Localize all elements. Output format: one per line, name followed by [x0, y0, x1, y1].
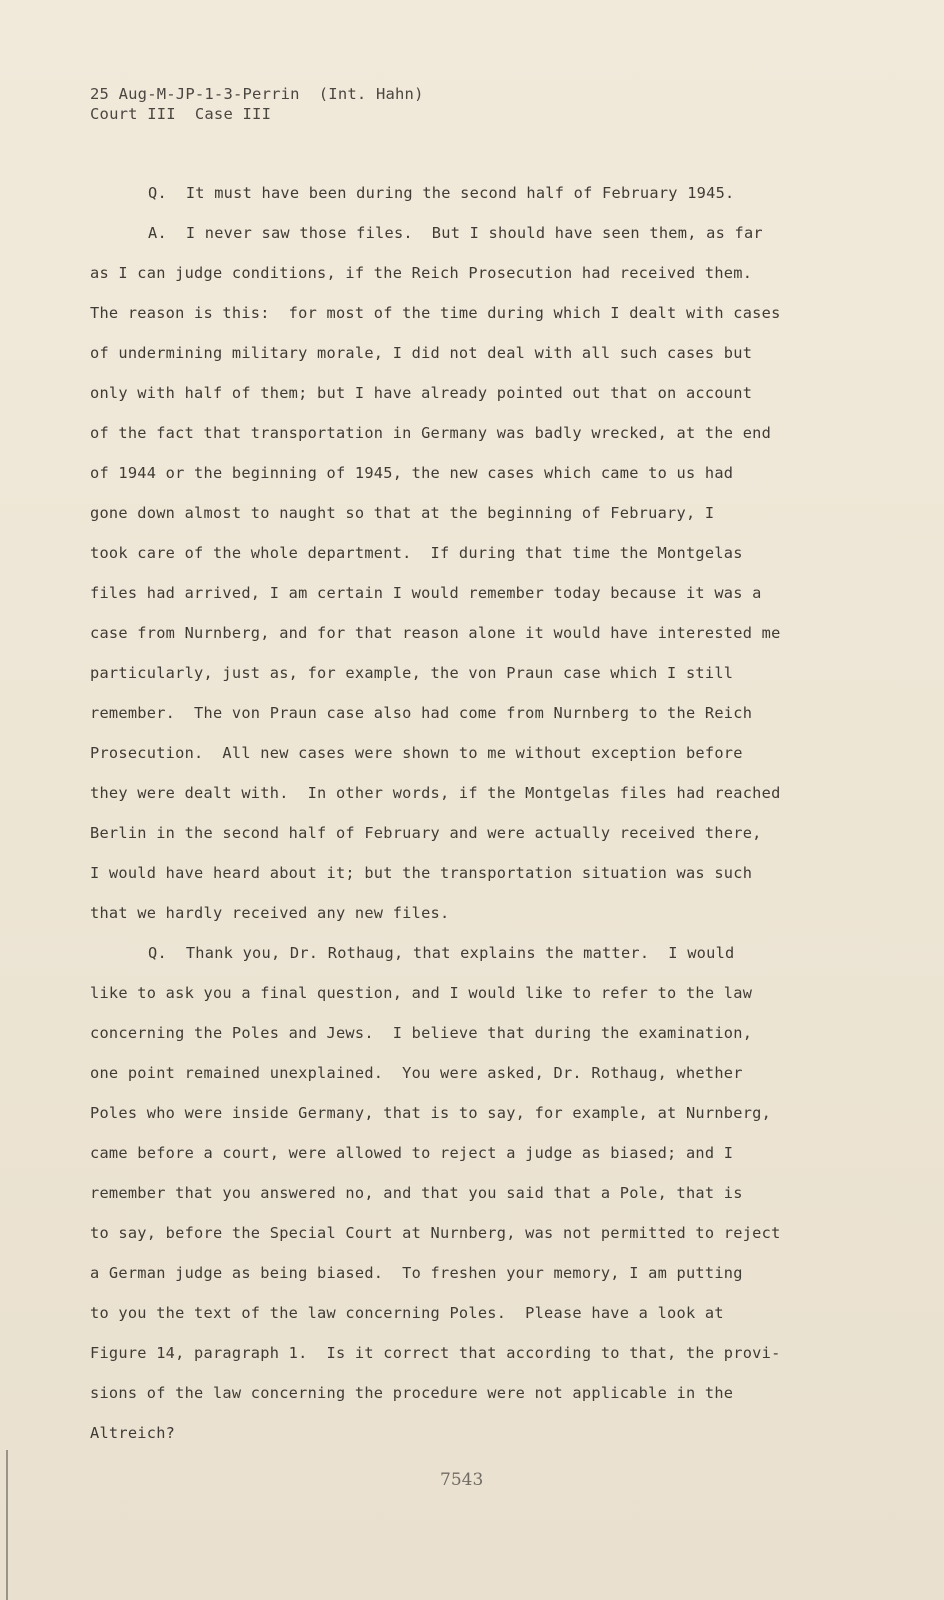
text-line: a German judge as being biased. To freshen your memory, I am putting	[90, 1264, 743, 1282]
text-line: they were dealt with. In other words, if the Montgelas files had reached	[90, 784, 781, 802]
document-header	[90, 84, 424, 124]
text-line: I would have heard about it; but the transportation situation was such	[90, 864, 753, 882]
text-line: to you the text of the law concerning Poles. Please have a look at	[90, 1304, 724, 1322]
text-line: Berlin in the second half of February and were actually received there,	[90, 824, 762, 842]
text-line: to say, before the Special Court at Nurnberg, was not permitted to reject	[90, 1224, 781, 1242]
text-line: one point remained unexplained. You were asked, Dr. Rothaug, whether	[90, 1064, 743, 1082]
text-line: that we hardly received any new files.	[90, 904, 450, 922]
header-court-line: Court III Case III	[90, 105, 272, 123]
text-line: concerning the Poles and Jews. I believe that during the examination,	[90, 1024, 753, 1042]
text-line: Figure 14, paragraph 1. Is it correct that according to that, the provi-	[90, 1344, 781, 1362]
text-line: remember that you answered no, and that you said that a Pole, that is	[90, 1184, 743, 1202]
text-line: took care of the whole department. If during that time the Montgelas	[90, 544, 743, 562]
text-line: files had arrived, I am certain I would remember today because it was a	[90, 584, 762, 602]
text-line: only with half of them; but I have already pointed out that on account	[90, 384, 753, 402]
text-line: particularly, just as, for example, the von Praun case which I still	[90, 664, 734, 682]
header-reference-line: 25 Aug-M-JP-1-3-Perrin (Int. Hahn)	[90, 85, 424, 103]
text-line: of the fact that transportation in Germany was badly wrecked, at the end	[90, 424, 772, 442]
text-line: The reason is this: for most of the time during which I dealt with cases	[90, 304, 781, 322]
text-line: of 1944 or the beginning of 1945, the new cases which came to us had	[90, 464, 734, 482]
text-line: Poles who were inside Germany, that is to say, for example, at Nurnberg,	[90, 1104, 772, 1122]
text-line: sions of the law concerning the procedure were not applicable in the	[90, 1384, 734, 1402]
text-line: as I can judge conditions, if the Reich Prosecution had received them.	[90, 264, 753, 282]
left-margin-mark	[6, 1450, 8, 1600]
text-line: came before a court, were allowed to reject a judge as biased; and I	[90, 1144, 734, 1162]
text-line: gone down almost to naught so that at the beginning of February, I	[90, 504, 715, 522]
text-line: Altreich?	[90, 1424, 176, 1442]
text-line: like to ask you a final question, and I would like to refer to the law	[90, 984, 753, 1002]
text-line: case from Nurnberg, and for that reason alone it would have interested me	[90, 624, 781, 642]
page-number: 7543	[440, 1470, 484, 1490]
answer-line: A. I never saw those files. But I should have seen them, as far	[148, 224, 763, 242]
text-line: remember. The von Praun case also had come from Nurnberg to the Reich	[90, 704, 753, 722]
text-line: of undermining military morale, I did not deal with all such cases but	[90, 344, 753, 362]
question-line: Q. Thank you, Dr. Rothaug, that explains the matter. I would	[148, 944, 735, 962]
question-line: Q. It must have been during the second half of February 1945.	[148, 184, 735, 202]
text-line: Prosecution. All new cases were shown to me without exception before	[90, 744, 743, 762]
